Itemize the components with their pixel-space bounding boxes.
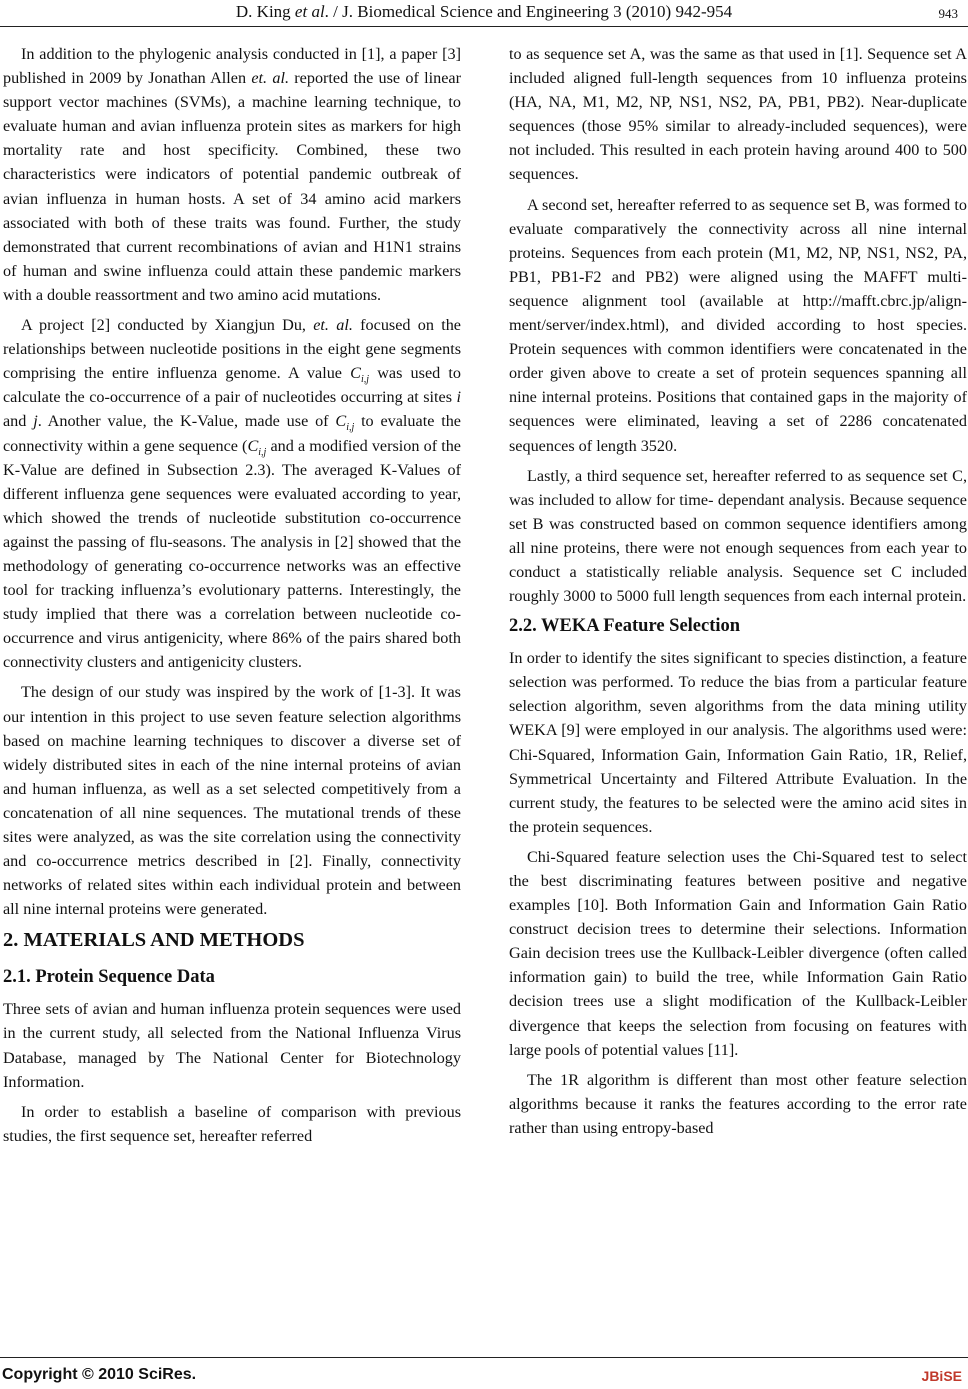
- page-number: 943: [938, 6, 958, 21]
- paragraph-allen-svm: [3, 42, 461, 307]
- text-run: focused on the relationships between nucleotide positions in the eight gene segments comprising the entire influenza genome. A value: [3, 316, 461, 383]
- text-run: reported the use of linear support vector machines (SVMs), a machine learning technique, to evaluate human and avian influenza protein sites as markers for high mortality rate and host specificity. Combined, these two characteristics were indicators of potential pandemic outbreak of avian influenza in human hosts. A set of 34 amino acid markers associated with both of these traits was found. Further, the study demonstrated that current recombinations of avian and H1N1 strains of human and swine influenza could attain these pandemic markers with a double reassortment and two amino acid mutations.: [3, 69, 461, 304]
- paragraph-sequence-sets-intro: Three sets of avian and human influenza protein sequences were used in the current study, all selected from the National Influenza Virus Database, managed by The National Center for Biotechnology Information.: [3, 1000, 461, 1091]
- paragraph-sequence-set-c: Lastly, a third sequence set, hereafter referred to as sequence set C, was included to allow for time- dependant analysis. Because sequence set B was constructed based on common sequence identifiers among all nine proteins, there were not enough sequences from each year to conduct a statistically reliable analysis. Sequence set C included roughly 3000 to 5000 full length sequences from each internal protein.: [509, 466, 967, 606]
- variable-symbol: C: [335, 412, 347, 431]
- variable-subscript: i,j: [360, 374, 370, 386]
- header-journal: . / J. Biomedical Science and Engineering 3 (2010) 942-954: [324, 2, 733, 21]
- variable-c-ij: [350, 364, 370, 386]
- footer-copyright: Copyright © 2010 SciRes.: [2, 1366, 197, 1383]
- left-column: [3, 42, 461, 1154]
- paragraph-sequence-set-a: to as sequence set A, was the same as that used in [1]. Sequence set A included aligned full-length sequences from 10 influenza proteins (HA, NA, M1, M2, NP, NS1, NS2, PA, PB1, PB2). Near-duplicate sequences (those 95% similar to already-included sequences), were not included. This resulted in each protein having around 400 to 500 sequences.: [509, 45, 967, 184]
- text-run: In addition to the phylogenic analysis conducted in [1], a paper [3] published in 2009 by Jonathan Allen: [3, 45, 461, 88]
- text-run: . Another value, the K-Value, made use of: [37, 412, 336, 431]
- paragraph-chi-squared: Chi-Squared feature selection uses the Chi-Squared test to select the best discriminating features between positive and negative examples [10]. Both Information Gain and Information Gain Ratio construct decision trees to determine their selections. Information Gain decision trees use the Kullback-Leibler divergence (often called information gain) to build the tree, while Information Gain Ratio decision trees use a slight modification of the Kullback-Leibler divergence that keeps the selection from focusing on features with large pools of potential values [11].: [509, 847, 967, 1059]
- text-run: and a modified version of the K-Value are defined in Subsection 2.3). The averaged K-Values of different influenza gene sequences were evaluated according to year, which showed the trends of nucleotide substitution co-occurrence against the passing of flu-seasons. The analysis in [2] showed that the methodology of generating co-occurrence networks was an effective tool for tracking influenza’s evolutionary patterns. Interestingly, the study implied that there was a correlation between nucleotide co-occurrence and virus antigenicity, where 86% of the pairs shared both connectivity clusters and antigenicity clusters.: [3, 436, 461, 672]
- header-divider: [0, 26, 968, 27]
- variable-i: i: [456, 388, 461, 407]
- text-run: to evaluate the connectivity within a gene sequence (: [3, 412, 461, 455]
- footer-divider: [0, 1357, 968, 1358]
- paragraph-du-cooccurrence: [3, 313, 461, 674]
- paragraph-study-design: The design of our study was inspired by the work of [1-3]. It was our intention in this project to use seven feature selection algorithms based on machine learning techniques to discover a diverse set of widely distributed sites in each of the nine internal proteins of avian and human influenza, as well as a set selected competitively from a concatenation of all nine sequences. The mutational trends of these sites were analyzed, as was the site correlation using the connectivity and co-occurrence metrics described in [2]. Finally, connectivity networks of related sites within each individual protein and between all nine internal proteins were generated.: [3, 683, 461, 919]
- variable-c-ij: [247, 436, 267, 458]
- et-al-text: et. al.: [251, 69, 289, 88]
- running-header: [0, 2, 968, 24]
- running-title: [0, 2, 968, 22]
- header-authors: D. King: [235, 2, 295, 21]
- variable-symbol: C: [350, 364, 361, 383]
- variable-symbol: C: [247, 436, 259, 455]
- variable-subscript: i,j: [258, 446, 267, 458]
- section-heading-materials-methods: 2. MATERIALS AND METHODS: [3, 929, 305, 952]
- variable-c-ij: [335, 412, 355, 434]
- variable-subscript: i,j: [346, 422, 355, 434]
- text-run: A project [2] conducted by Xiangjun Du,: [21, 316, 314, 335]
- paragraph-feature-selection: In order to identify the sites significant to species distinction, a feature selection was performed. To reduce the bias from a particular feature selection algorithm, seven algorithms from the data mining utility WEKA [9] were employed in our analysis. The algorithms used were: Chi-Squared, Information Gain, Information Gain Ratio, 1R, Relief, Symmetrical Uncertainty and Filtered Attribute Evaluation. In the current study, the features to be selected were the amino acid sites in the protein sequences.: [509, 649, 967, 836]
- header-et-al: et al: [294, 2, 325, 21]
- subsection-heading-protein-sequence-data: 2.1. Protein Sequence Data: [3, 967, 215, 988]
- et-al-text: et. al.: [313, 316, 353, 335]
- variable-j: j: [33, 412, 38, 431]
- right-column: [509, 42, 967, 1146]
- subsection-heading-weka-feature-selection: 2.2. WEKA Feature Selection: [509, 616, 741, 637]
- footer-journal-name: JBiSE: [921, 1368, 962, 1384]
- text-run: and: [3, 412, 34, 431]
- paragraph-baseline-comparison: In order to establish a baseline of comparison with previous studies, the first sequence set, hereafter referred: [3, 1102, 461, 1145]
- text-run: was used to calculate the co-occurrence of a pair of nucleotides occurring at sites: [3, 364, 461, 407]
- paragraph-1r-algorithm: The 1R algorithm is different than most other feature selection algorithms because it ranks the features according to the error rate rather than using entropy-based: [509, 1070, 967, 1137]
- paragraph-sequence-set-b: A second set, hereafter referred to as sequence set B, was formed to evaluate comparatively the connectivity across all nine internal proteins. Sequences from each protein (M1, M2, NP, NS1, NS2, PA, PB1, PB1-F2 and PB2) were aligned using the MAFFT multi-sequence alignment tool (available at http://mafft.cbrc.jp/alignment/server/index.html), and divided according to host species. Protein sequences with common identifiers were concatenated in the order given above to create a set of protein sequences spanning all nine internal proteins. Positions that contained gaps in the majority of sequences were eliminated, leaving a set of 2286 concatenated sequences of length 3520.: [509, 195, 967, 455]
